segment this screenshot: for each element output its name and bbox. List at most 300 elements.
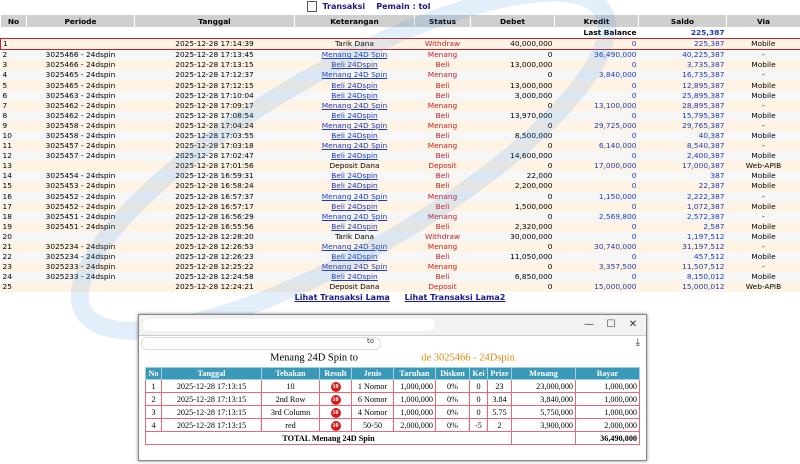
redaction-mask [141, 337, 381, 350]
bet-cell-menang: 3,900,000 [512, 419, 576, 432]
popup-title-periode: de 3025466 - 24Dspin [421, 352, 515, 364]
popup-title-prefix: Menang 24D Spin to [270, 352, 358, 364]
cell-no: 1 [1, 39, 27, 50]
bcol-diskon: Diskon [436, 368, 470, 380]
cell-periode: 3025458 - 24dspin [27, 131, 135, 141]
cell-via: Web-APIB [727, 161, 800, 171]
cell-debet: 0 [471, 70, 555, 80]
bet-cell-prize: 23 [488, 380, 512, 393]
transaction-table [0, 14, 800, 292]
cell-no: 18 [1, 212, 27, 222]
bet-cell-kei: 0 [470, 393, 488, 406]
cell-status: Withdraw [415, 232, 471, 242]
cell-kredit: 0 [555, 131, 639, 141]
table-row [1, 192, 800, 202]
link-old-transactions[interactable]: Lihat Transaksi Lama [294, 293, 390, 303]
cell-periode: 3025233 - 24dspin [27, 262, 135, 272]
bet-detail-table [145, 367, 640, 445]
cell-status: Beli [415, 222, 471, 232]
cell-keterangan[interactable]: Beli 24Dspin [295, 181, 415, 191]
cell-status: Withdraw [415, 39, 471, 50]
bcol-tanggal: Tanggal [162, 368, 262, 380]
bet-cell-diskon: 0% [436, 406, 470, 419]
bet-cell-bayar: 2,000,000 [576, 419, 640, 432]
cell-kredit: 0 [555, 91, 639, 101]
cell-saldo: 17,000,387 [639, 161, 727, 171]
bet-row [146, 380, 640, 393]
document-icon [307, 1, 317, 12]
cell-debet: 14,600,000 [471, 151, 555, 161]
download-icon[interactable]: ⤓ [635, 337, 640, 348]
cell-tanggal: 2025-12-28 17:12:37 [135, 70, 295, 80]
col-saldo: Saldo [639, 15, 727, 28]
cell-via: Mobile [727, 272, 800, 282]
cell-via: Web-APIB [727, 282, 800, 292]
cell-keterangan[interactable]: Menang 24D Spin [295, 192, 415, 202]
cell-via: Mobile [727, 111, 800, 121]
bet-cell-tanggal: 2025-12-28 17:13:15 [162, 380, 262, 393]
bet-cell-menang: 3,840,000 [512, 393, 576, 406]
cell-saldo: 29,765,387 [639, 121, 727, 131]
cell-via: Mobile [727, 232, 800, 242]
col-keterangan: Keterangan [295, 15, 415, 28]
bet-cell-result [320, 380, 352, 393]
cell-no: 9 [1, 121, 27, 131]
table-row [1, 121, 800, 131]
table-row [1, 50, 800, 61]
cell-saldo: 2,572,387 [639, 212, 727, 222]
cell-saldo: 2,222,387 [639, 192, 727, 202]
cell-status: Beli [415, 202, 471, 212]
cell-keterangan[interactable]: Beli 24Dspin [295, 151, 415, 161]
bet-cell-taruhan: 1,000,000 [394, 393, 436, 406]
cell-debet: 0 [471, 212, 555, 222]
cell-kredit: 6,140,000 [555, 141, 639, 151]
bet-cell-menang: 5,750,000 [512, 406, 576, 419]
table-row [1, 212, 800, 222]
col-periode: Periode [27, 15, 135, 28]
cell-kredit: 0 [555, 39, 639, 50]
cell-keterangan[interactable]: Beli 24Dspin [295, 131, 415, 141]
table-row [1, 80, 800, 90]
table-row [1, 131, 800, 141]
cell-periode: 3025233 - 24dspin [27, 272, 135, 282]
cell-no: 25 [1, 282, 27, 292]
cell-debet: 0 [471, 282, 555, 292]
bcol-tebakan: Tebakan [262, 368, 320, 380]
cell-status: Beli [415, 151, 471, 161]
cell-status: Menang [415, 121, 471, 131]
cell-saldo: 225,387 [639, 39, 727, 50]
cell-status: Beli [415, 131, 471, 141]
cell-keterangan[interactable]: Menang 24D Spin [295, 50, 415, 61]
cell-via: Mobile [727, 252, 800, 262]
cell-keterangan[interactable]: Beli 24Dspin [295, 171, 415, 181]
last-balance-value: 225,387 [639, 28, 727, 39]
cell-kredit: 0 [555, 252, 639, 262]
cell-kredit: 0 [555, 80, 639, 90]
cell-status: Beli [415, 252, 471, 262]
cell-keterangan[interactable]: Beli 24Dspin [295, 60, 415, 70]
popup-address-bar[interactable] [139, 336, 646, 350]
table-row [1, 101, 800, 111]
cell-debet: 2,320,000 [471, 222, 555, 232]
col-tanggal: Tanggal [135, 15, 295, 28]
cell-via: Mobile [727, 131, 800, 141]
cell-via: Mobile [727, 171, 800, 181]
maximize-icon[interactable]: ☐ [606, 319, 616, 330]
table-row [1, 151, 800, 161]
cell-debet: 11,050,000 [471, 252, 555, 262]
bet-cell-no: 2 [146, 393, 162, 406]
cell-no: 17 [1, 202, 27, 212]
cell-debet: 40,000,000 [471, 39, 555, 50]
cell-saldo: 8,150,012 [639, 272, 727, 282]
bcol-bayar: Bayar [576, 368, 640, 380]
table-row [1, 202, 800, 212]
page-header [0, 0, 800, 14]
cell-status: Beli [415, 60, 471, 70]
cell-saldo: 3,735,387 [639, 60, 727, 70]
cell-no: 11 [1, 141, 27, 151]
bet-cell-tanggal: 2025-12-28 17:13:15 [162, 419, 262, 432]
bet-cell-diskon: 0% [436, 393, 470, 406]
bcol-jenis: Jenis [352, 368, 394, 380]
cell-via: Mobile [727, 80, 800, 90]
col-via: Via [727, 15, 800, 28]
cell-debet: 1,500,000 [471, 202, 555, 212]
cell-keterangan: Tarik Dana [295, 232, 415, 242]
result-ball-icon: 10 [332, 383, 339, 390]
cell-keterangan[interactable]: Beli 24Dspin [295, 222, 415, 232]
col-status: Status [415, 15, 471, 28]
cell-debet: 2,200,000 [471, 181, 555, 191]
cell-status: Beli [415, 171, 471, 181]
last-balance-row [1, 28, 800, 39]
bet-cell-kei: 0 [470, 380, 488, 393]
header-title: Transaksi [322, 2, 366, 11]
cell-status: Menang [415, 141, 471, 151]
cell-no: 12 [1, 151, 27, 161]
bet-table-header [146, 368, 640, 380]
cell-periode: 3025453 - 24dspin [27, 181, 135, 191]
cell-saldo: 16,735,387 [639, 70, 727, 80]
table-row [1, 232, 800, 242]
cell-periode: 3025451 - 24dspin [27, 212, 135, 222]
cell-tanggal: 2025-12-28 12:26:23 [135, 252, 295, 262]
cell-periode: 3025234 - 24dspin [27, 252, 135, 262]
cell-no: 24 [1, 272, 27, 282]
cell-no: 13 [1, 161, 27, 171]
cell-status: Menang [415, 50, 471, 61]
table-row [1, 60, 800, 70]
cell-kredit: 0 [555, 222, 639, 232]
bet-cell-result [320, 393, 352, 406]
cell-via: - [727, 50, 800, 61]
cell-periode: 3025466 - 24dspin [27, 60, 135, 70]
cell-keterangan: Deposit Dana [295, 282, 415, 292]
cell-tanggal: 2025-12-28 17:03:55 [135, 131, 295, 141]
col-debet: Debet [471, 15, 555, 28]
table-row [1, 141, 800, 151]
cell-via: - [727, 141, 800, 151]
cell-kredit: 3,357,500 [555, 262, 639, 272]
col-no: No [1, 15, 27, 28]
bet-cell-bayar: 1,000,000 [576, 406, 640, 419]
bet-cell-taruhan: 1,000,000 [394, 406, 436, 419]
cell-no: 6 [1, 91, 27, 101]
cell-kredit: 0 [555, 151, 639, 161]
cell-keterangan[interactable]: Menang 24D Spin [295, 70, 415, 80]
cell-saldo: 457,512 [639, 252, 727, 262]
bet-cell-tebakan: red [262, 419, 320, 432]
bet-cell-jenis: 1 Nomor [352, 380, 394, 393]
cell-via: Mobile [727, 181, 800, 191]
cell-no: 10 [1, 131, 27, 141]
cell-via: - [727, 70, 800, 80]
cell-kredit: 29,725,000 [555, 121, 639, 131]
bet-cell-tebakan: 3rd Column [262, 406, 320, 419]
cell-saldo: 28,895,387 [639, 101, 727, 111]
cell-tanggal: 2025-12-28 12:26:53 [135, 242, 295, 252]
cell-status: Menang [415, 192, 471, 202]
cell-via: Mobile [727, 202, 800, 212]
link-old-transactions-2[interactable]: Lihat Transaksi Lama2 [404, 293, 506, 303]
cell-saldo: 31,197,512 [639, 242, 727, 252]
bet-cell-prize: 2 [488, 419, 512, 432]
cell-tanggal: 2025-12-28 17:08:54 [135, 111, 295, 121]
cell-keterangan[interactable]: Menang 24D Spin [295, 212, 415, 222]
bet-cell-bayar: 1,000,000 [576, 380, 640, 393]
bet-cell-diskon: 0% [436, 419, 470, 432]
cell-no: 22 [1, 252, 27, 262]
cell-saldo: 12,895,387 [639, 80, 727, 90]
cell-tanggal: 2025-12-28 12:24:58 [135, 272, 295, 282]
bet-cell-no: 1 [146, 380, 162, 393]
redaction-mask [143, 319, 435, 331]
cell-no: 21 [1, 242, 27, 252]
bet-cell-tebakan: 2nd Row [262, 393, 320, 406]
table-header-row [1, 15, 800, 28]
table-row [1, 161, 800, 171]
cell-saldo: 40,225,387 [639, 50, 727, 61]
cell-debet: 0 [471, 101, 555, 111]
table-row [1, 252, 800, 262]
cell-debet: 0 [471, 121, 555, 131]
cell-keterangan[interactable]: Menang 24D Spin [295, 141, 415, 151]
cell-keterangan[interactable]: Beli 24Dspin [295, 272, 415, 282]
cell-keterangan[interactable]: Beli 24Dspin [295, 252, 415, 262]
cell-via: - [727, 242, 800, 252]
cell-status: Menang [415, 70, 471, 80]
cell-tanggal: 2025-12-28 17:01:56 [135, 161, 295, 171]
bet-row [146, 419, 640, 432]
table-row [1, 181, 800, 191]
bcol-menang: Menang [512, 368, 576, 380]
cell-kredit: 0 [555, 171, 639, 181]
cell-no: 15 [1, 181, 27, 191]
cell-status: Beli [415, 181, 471, 191]
cell-periode [27, 282, 135, 292]
cell-via: Mobile [727, 222, 800, 232]
table-row [1, 272, 800, 282]
cell-saldo: 11,507,512 [639, 262, 727, 272]
cell-periode [27, 161, 135, 171]
table-row [1, 242, 800, 252]
cell-tanggal: 2025-12-28 17:04:24 [135, 121, 295, 131]
last-balance-label: Last Balance [555, 28, 639, 39]
total-spacer [512, 432, 576, 445]
cell-kredit: 1,150,000 [555, 192, 639, 202]
cell-periode: 3025454 - 24dspin [27, 171, 135, 181]
cell-saldo: 25,895,387 [639, 91, 727, 101]
cell-keterangan[interactable]: Menang 24D Spin [295, 262, 415, 272]
cell-tanggal: 2025-12-28 17:13:15 [135, 60, 295, 70]
redaction-mask [433, 1, 493, 13]
cell-periode: 3025458 - 24dspin [27, 121, 135, 131]
bet-cell-taruhan: 2,000,000 [394, 419, 436, 432]
table-row [1, 282, 800, 292]
cell-status: Menang [415, 262, 471, 272]
cell-periode: 3025457 - 24dspin [27, 141, 135, 151]
cell-via: Mobile [727, 91, 800, 101]
table-row [1, 91, 800, 101]
cell-keterangan[interactable]: Beli 24Dspin [295, 80, 415, 90]
cell-saldo: 8,540,387 [639, 141, 727, 151]
bet-cell-bayar: 1,000,000 [576, 393, 640, 406]
cell-no: 4 [1, 70, 27, 80]
cell-kredit: 0 [555, 60, 639, 70]
cell-status: Menang [415, 101, 471, 111]
cell-saldo: 1,197,512 [639, 232, 727, 242]
bcol-no: No [146, 368, 162, 380]
cell-saldo: 22,387 [639, 181, 727, 191]
cell-debet: 0 [471, 50, 555, 61]
cell-tanggal: 2025-12-28 16:56:29 [135, 212, 295, 222]
cell-keterangan[interactable]: Beli 24Dspin [295, 91, 415, 101]
bcol-taruhan: Taruhan [394, 368, 436, 380]
cell-tanggal: 2025-12-28 16:59:31 [135, 171, 295, 181]
bet-cell-diskon: 0% [436, 380, 470, 393]
bet-cell-no: 3 [146, 406, 162, 419]
bet-cell-menang: 23,000,000 [512, 380, 576, 393]
close-icon[interactable]: ✕ [628, 319, 638, 330]
cell-tanggal: 2025-12-28 17:12:15 [135, 80, 295, 90]
cell-tanggal: 2025-12-28 16:55:56 [135, 222, 295, 232]
table-row [1, 262, 800, 272]
cell-periode: 3025451 - 24dspin [27, 222, 135, 232]
cell-kredit: 3,840,000 [555, 70, 639, 80]
cell-status: Menang [415, 242, 471, 252]
cell-keterangan[interactable]: Beli 24Dspin [295, 202, 415, 212]
cell-periode: 3025462 - 24dspin [27, 101, 135, 111]
cell-tanggal: 2025-12-28 17:14:39 [135, 39, 295, 50]
cell-kredit: 0 [555, 272, 639, 282]
cell-kredit: 0 [555, 111, 639, 121]
cell-periode [27, 39, 135, 50]
cell-kredit: 36,490,000 [555, 50, 639, 61]
bet-cell-kei: -5 [470, 419, 488, 432]
cell-debet: 22,000 [471, 171, 555, 181]
cell-saldo: 15,000,012 [639, 282, 727, 292]
bet-row [146, 406, 640, 419]
cell-debet: 13,970,000 [471, 111, 555, 121]
cell-saldo: 40,387 [639, 131, 727, 141]
cell-saldo: 15,795,387 [639, 111, 727, 121]
cell-no: 16 [1, 192, 27, 202]
cell-keterangan[interactable]: Beli 24Dspin [295, 111, 415, 121]
cell-saldo: 387 [639, 171, 727, 181]
cell-periode: 3025466 - 24dspin [27, 50, 135, 61]
old-transaction-links [0, 292, 800, 304]
minimize-icon[interactable]: — [584, 319, 594, 330]
cell-debet: 30,000,000 [471, 232, 555, 242]
cell-keterangan[interactable]: Menang 24D Spin [295, 121, 415, 131]
table-row [1, 222, 800, 232]
cell-debet: 0 [471, 161, 555, 171]
table-row [1, 39, 800, 50]
cell-kredit: 17,000,000 [555, 161, 639, 171]
cell-kredit: 15,000,000 [555, 282, 639, 292]
cell-periode: 3025234 - 24dspin [27, 242, 135, 252]
bet-cell-result [320, 419, 352, 432]
cell-via: - [727, 262, 800, 272]
cell-tanggal: 2025-12-28 17:10:04 [135, 91, 295, 101]
cell-no: 7 [1, 101, 27, 111]
cell-tanggal: 2025-12-28 16:57:37 [135, 192, 295, 202]
cell-keterangan[interactable]: Menang 24D Spin [295, 101, 415, 111]
cell-debet: 0 [471, 262, 555, 272]
cell-kredit: 30,740,000 [555, 242, 639, 252]
cell-kredit: 0 [555, 181, 639, 191]
cell-tanggal: 2025-12-28 16:58:24 [135, 181, 295, 191]
bet-cell-tanggal: 2025-12-28 17:13:15 [162, 393, 262, 406]
cell-keterangan[interactable]: Menang 24D Spin [295, 242, 415, 252]
bet-cell-no: 4 [146, 419, 162, 432]
popup-titlebar [139, 315, 646, 336]
cell-debet: 13,000,000 [471, 60, 555, 70]
cell-no: 14 [1, 171, 27, 181]
cell-keterangan: Deposit Dana [295, 161, 415, 171]
bet-cell-tebakan: 10 [262, 380, 320, 393]
cell-via: - [727, 101, 800, 111]
total-label: TOTAL Menang 24D Spin [146, 432, 512, 445]
cell-via: - [727, 121, 800, 131]
cell-periode: 3025463 - 24dspin [27, 91, 135, 101]
cell-kredit: 13,100,000 [555, 101, 639, 111]
cell-tanggal: 2025-12-28 12:28:20 [135, 232, 295, 242]
bet-cell-taruhan: 1,000,000 [394, 380, 436, 393]
cell-via: Mobile [727, 60, 800, 70]
table-row [1, 111, 800, 121]
cell-via: Mobile [727, 39, 800, 50]
cell-no: 20 [1, 232, 27, 242]
bet-row [146, 393, 640, 406]
cell-status: Beli [415, 111, 471, 121]
cell-debet: 0 [471, 141, 555, 151]
cell-no: 2 [1, 50, 27, 61]
bet-cell-jenis: 6 Nomor [352, 393, 394, 406]
cell-no: 19 [1, 222, 27, 232]
cell-kredit: 0 [555, 232, 639, 242]
cell-status: Menang [415, 212, 471, 222]
cell-status: Beli [415, 272, 471, 282]
cell-no: 8 [1, 111, 27, 121]
cell-status: Beli [415, 80, 471, 90]
bet-cell-prize: 3.84 [488, 393, 512, 406]
cell-saldo: 2,587 [639, 222, 727, 232]
cell-status: Deposit [415, 282, 471, 292]
